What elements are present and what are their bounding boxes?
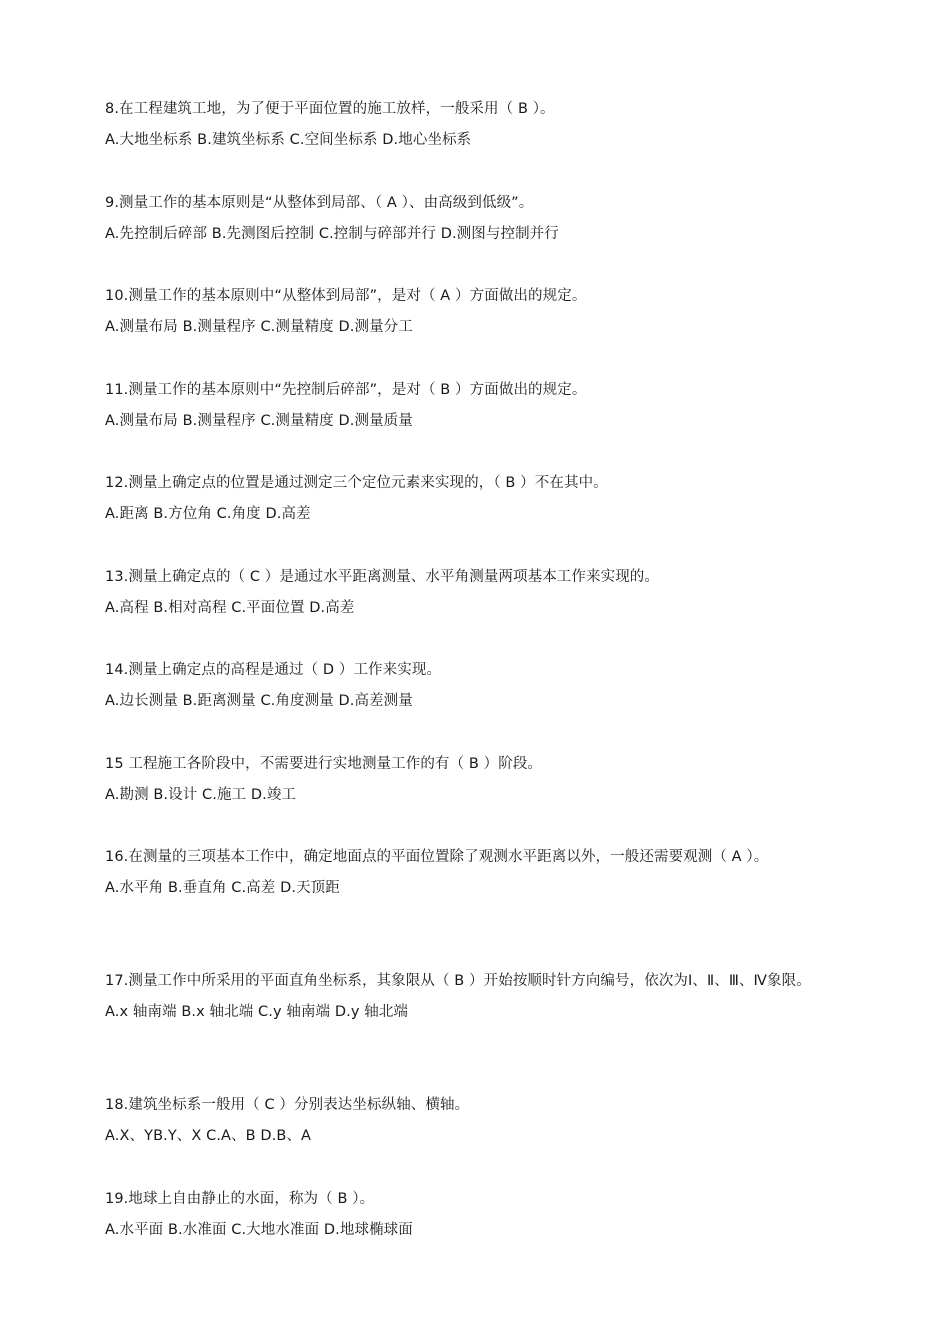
question-text: 9.测量工作的基本原则是“从整体到局部、（ A ）、由高级到低级”。 — [105, 194, 534, 211]
question-17 — [105, 970, 872, 1094]
question-options: A.水平面 B.水准面 C.大地水准面 D.地球椭球面 — [105, 1221, 413, 1238]
question-15 — [105, 753, 872, 847]
question-16 — [105, 846, 872, 970]
question-12 — [105, 472, 872, 566]
question-10 — [105, 285, 872, 379]
question-text: 15 工程施工各阶段中，不需要进行实地测量工作的有（ B ）阶段。 — [105, 755, 543, 772]
question-options: A.测量布局 B.测量程序 C.测量精度 D.测量质量 — [105, 412, 413, 429]
question-options: A.勘测 B.设计 C.施工 D.竣工 — [105, 786, 297, 803]
question-19 — [105, 1188, 872, 1282]
question-options: A.距离 B.方位角 C.角度 D.高差 — [105, 506, 311, 522]
question-18 — [105, 1094, 872, 1188]
question-options: A.先控制后碎部 B.先测图后控制 C.控制与碎部并行 D.测图与控制并行 — [105, 225, 559, 242]
question-options: A.边长测量 B.距离测量 C.角度测量 D.高差测量 — [105, 693, 413, 709]
question-14 — [105, 659, 872, 753]
question-options: A.高程 B.相对高程 C.平面位置 D.高差 — [105, 599, 355, 616]
question-options: A.x 轴南端 B.x 轴北端 C.y 轴南端 D.y 轴北端 — [105, 1004, 409, 1020]
question-text: 8.在工程建筑工地，为了便于平面位置的施工放样，一般采用（ B ）。 — [105, 101, 555, 117]
question-options: A.测量布局 B.测量程序 C.测量精度 D.测量分工 — [105, 319, 413, 335]
question-8 — [105, 98, 872, 192]
question-options: A.水平角 B.垂直角 C.高差 D.天顶距 — [105, 880, 340, 896]
question-options: A.X、YB.Y、X C.A、B D.B、A — [105, 1128, 312, 1144]
question-text: 13.测量上确定点的（ C ）是通过水平距离测量、水平角测量两项基本工作来实现的。 — [105, 568, 659, 585]
question-11 — [105, 379, 872, 473]
question-text: 16.在测量的三项基本工作中，确定地面点的平面位置除了观测水平距离以外，一般还需要观测（ A ）。 — [105, 849, 769, 865]
question-text: 11.测量工作的基本原则中“先控制后碎部”，是对（ B ）方面做出的规定。 — [105, 381, 587, 398]
question-13 — [105, 566, 872, 660]
question-text: 18.建筑坐标系一般用（ C ）分别表达坐标纵轴、横轴。 — [105, 1097, 470, 1113]
question-text: 14.测量上确定点的高程是通过（ D ）工作来实现。 — [105, 662, 442, 678]
question-9 — [105, 192, 872, 286]
question-options: A.大地坐标系 B.建筑坐标系 C.空间坐标系 D.地心坐标系 — [105, 132, 472, 148]
question-text: 19.地球上自由静止的水面，称为（ B ）。 — [105, 1190, 375, 1207]
question-text: 17.测量工作中所采用的平面直角坐标系，其象限从（ B ）开始按顺时针方向编号，依次为Ⅰ、Ⅱ、Ⅲ、Ⅳ象限。 — [105, 973, 811, 989]
question-text: 12.测量上确定点的位置是通过测定三个定位元素来实现的，（ B ）不在其中。 — [105, 475, 608, 491]
question-text: 10.测量工作的基本原则中“从整体到局部”，是对（ A ）方面做出的规定。 — [105, 288, 587, 304]
